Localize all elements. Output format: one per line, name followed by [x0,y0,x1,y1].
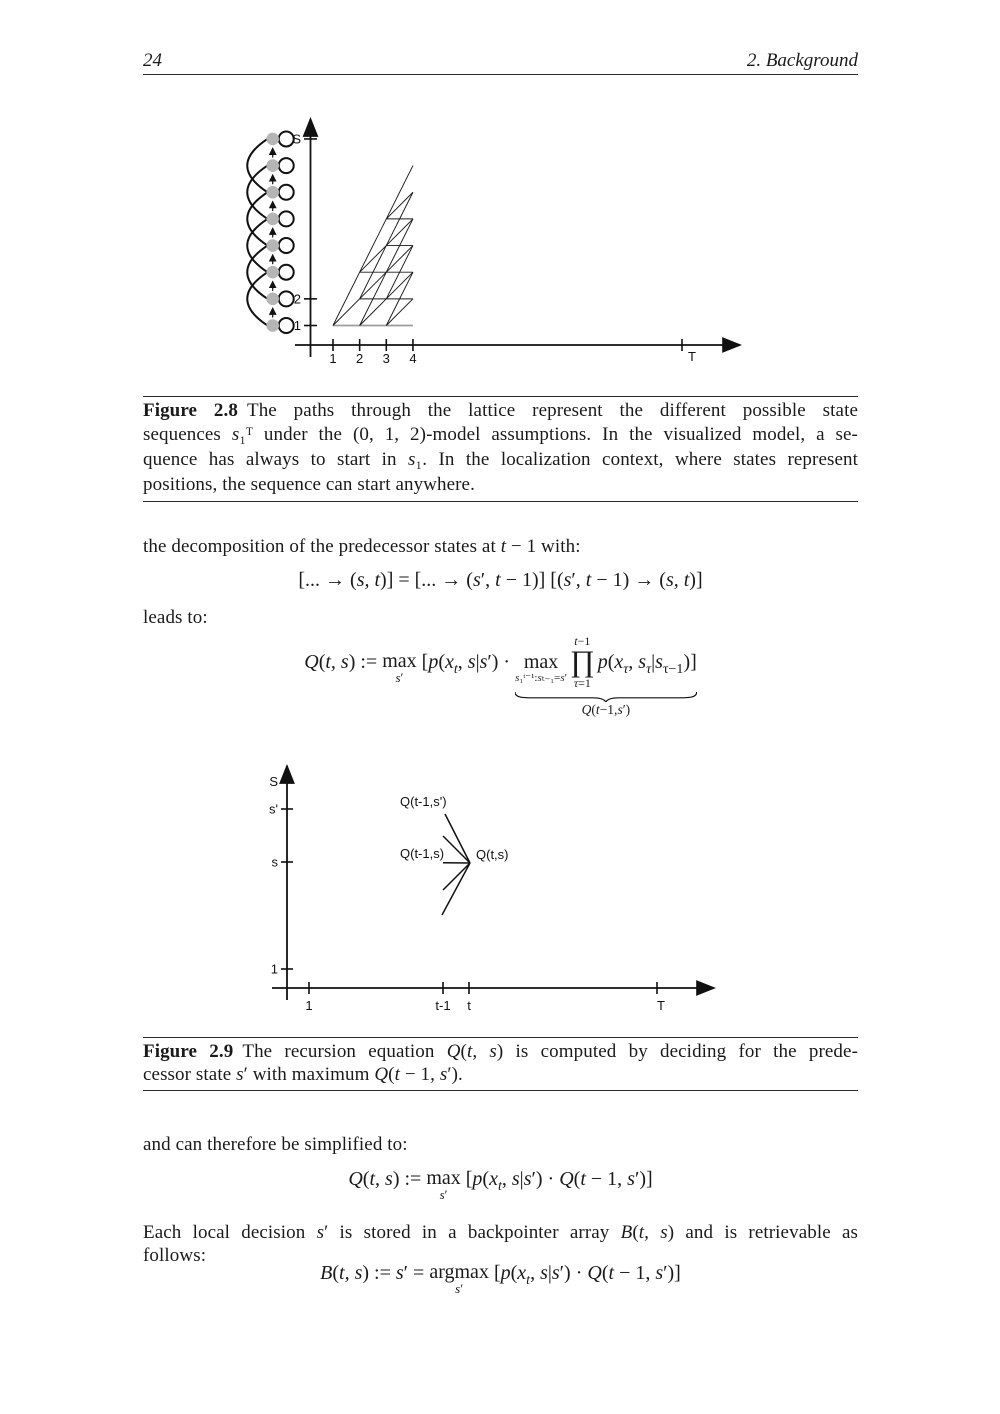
figure-2-9-caption [143,1037,858,1091]
product-operator: t−1 ∏ τ=1 [570,634,595,690]
lattice-path-segment [333,272,360,325]
eq-lhs: B(t, s) := s′ = [320,1262,430,1284]
y-tick-label: 2 [293,291,301,307]
x-tick-label: 1 [329,351,337,366]
figure-label: Figure 2.8 [143,399,238,421]
lattice-path-segment [386,166,413,219]
x-tick-label: 1 [305,998,313,1013]
state-node [266,319,279,332]
eq-tail: $p(x_\tau$, $s_\tau|s_{\tau-1}$)] [597,651,697,677]
paragraph-line: Each local decision s′ is stored in a backpointer array B(t, s) and is retrievable as [143,1222,858,1243]
self-loop [279,185,294,200]
underbraced-term [515,635,697,717]
predecessor-path-line [445,814,470,863]
self-loop [279,318,294,333]
x-tick-label: T [657,998,665,1013]
caption-line: quence has always to start in s₁. In the localization context, where states represent [143,448,859,470]
state-node [266,239,279,252]
x-tick-label: t [467,998,471,1013]
self-loop [279,238,294,253]
x-tick-label: 4 [409,351,417,366]
predecessor-path-line [442,863,470,915]
y-tick-label: S [269,774,278,790]
lattice-path-segment [386,219,413,246]
max-operator: max s′ [426,1167,461,1202]
figure-2-9-canvas [258,748,748,1018]
x-tick-label-T: T [688,349,696,364]
predecessor-path-line [443,863,470,890]
state-node [266,293,279,306]
state-node [266,133,279,146]
lattice-path-segment [360,272,387,299]
y-tick-label: S [292,131,301,147]
eq-middle: [$p(x_t$, s|s′) · [416,651,516,677]
skip-transition-arc [247,246,267,299]
skip-transition-arc [247,192,267,245]
paragraph-simplified: and can therefore be simplified to: [143,1134,408,1155]
lattice-path-segment [386,192,413,219]
equation-recursion-simplified [143,1168,858,1201]
state-node [266,213,279,226]
skip-transition-arc [247,272,267,325]
figure-label: Figure 2.9 [143,1040,234,1062]
annotation-current: Q(t,s) [476,847,509,862]
self-loop [279,211,294,226]
x-tick-label: 3 [382,351,390,366]
annotation-pred-upper: Q(t-1,s') [400,794,447,809]
skip-transition-arc [247,219,267,272]
y-tick-label: 1 [270,961,278,977]
paragraph-leads-to: leads to: [143,607,208,628]
self-loop [279,265,294,280]
lattice-path-segment [386,272,413,299]
caption-text: The paths through the lattice represent the different possible state [246,399,858,421]
underbrace-label: Q(t−1,s′) [581,702,631,717]
equation-recursion-full [143,635,858,717]
lattice-path-segment [386,299,413,326]
argmax-operator: argmax s′ [429,1261,489,1296]
inner-max-operator: max s₁ᵗ⁻¹:sₜ₋₁=s′ [515,651,567,684]
caption-line: sequences s₁ᵀ under the (0, 1, 2)-model assumptions. In the visualized model, a se- [143,424,858,446]
x-tick-label: t-1 [435,998,451,1013]
eq-tail: [$p(x_t$, s|s′) · Q(t − 1, s′)] [488,1262,681,1288]
paragraph-backpointer [143,1221,858,1267]
predecessor-path-line [443,836,470,863]
underbrace [515,692,697,702]
eq-lhs: Q(t, s) := [348,1168,427,1190]
eq-tail: [$p(x_t$, s|s′) · Q(t − 1, s′)] [460,1168,653,1194]
state-node [266,159,279,172]
equation-decomposition: [... → (s, t)] = [... → (s′, t − 1)] [(s′, t − 1) → (s, t)] [298,569,703,591]
lattice-path-segment [333,299,360,326]
lattice-path-segment [386,246,413,273]
equation-backpointer [143,1262,858,1295]
header-rule [143,74,858,75]
caption-text: The recursion equation Q(t, s) is computed by deciding for the prede- [242,1040,858,1062]
page-number: 24 [143,50,162,71]
x-tick-label: 2 [356,351,364,366]
annotation-pred-same: Q(t-1,s) [400,846,445,861]
lattice-path-segment [360,219,387,272]
figure-2-8-caption [143,396,858,502]
caption-line: cessor state s′ with maximum Q(t − 1, s′). [143,1064,463,1085]
paragraph-decomposition: the decomposition of the predecessor states at t − 1 with: [143,536,581,557]
self-loop [279,158,294,173]
paragraph-line: follows: [143,1245,207,1266]
self-loop [279,291,294,306]
caption-line [143,1040,858,1064]
max-operator: max s′ [382,650,417,685]
y-tick-label: s [271,854,278,870]
eq-lhs: Q(t, s) := [304,651,383,673]
y-tick-label: 1 [293,318,301,333]
skip-transition-arc [247,139,267,192]
chapter-title: 2. Background [746,50,858,71]
caption-line [143,399,858,424]
figure-2-8-canvas [235,95,760,385]
state-node [266,266,279,279]
skip-transition-arc [247,166,267,219]
y-tick-label: s' [269,801,278,817]
state-node [266,186,279,199]
lattice-path-segment [360,299,387,326]
caption-line: positions, the sequence can start anywhere. [143,473,475,495]
lattice-path-segment [360,246,387,273]
